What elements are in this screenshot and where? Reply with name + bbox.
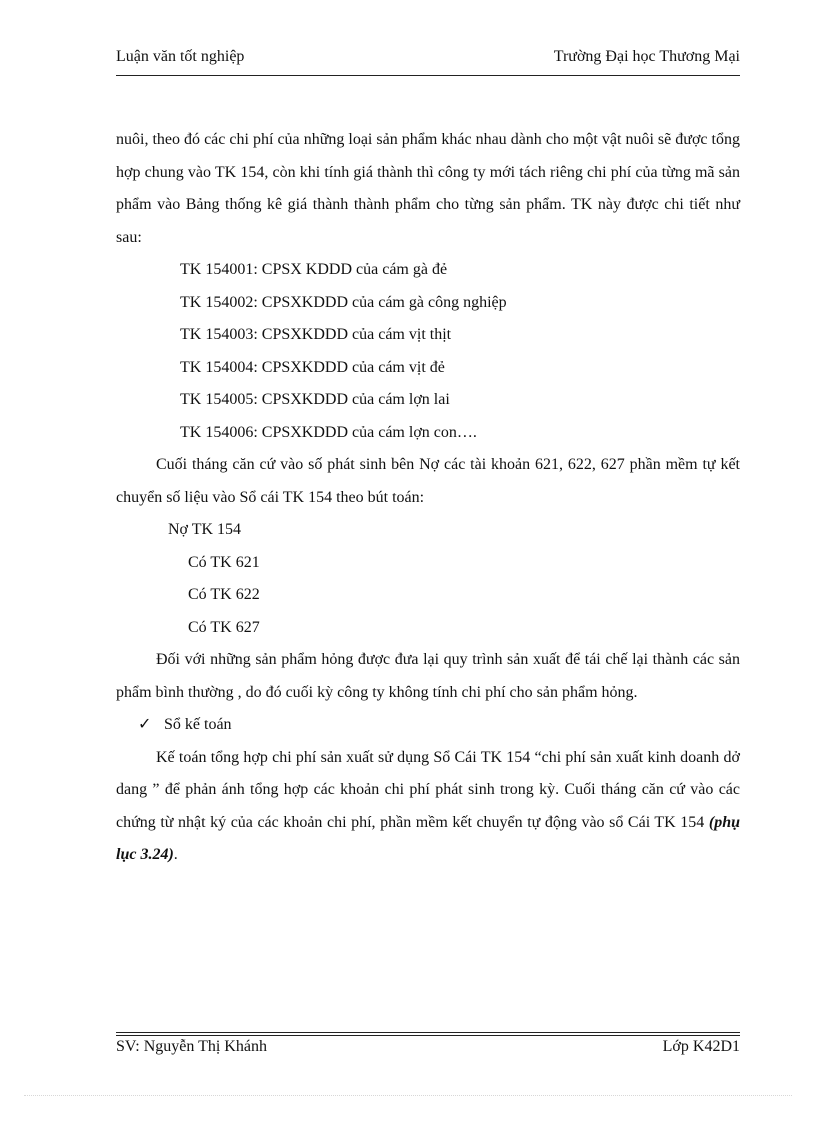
journal-entry-credit: Có TK 621 — [188, 553, 260, 571]
paragraph-month-end: Cuối tháng căn cứ vào số phát sinh bên Nợ các tài khoản 621, 622, 627 phần mềm tự kết chuyển số liệu vào Sổ cái TK 154 theo bút toán: — [116, 456, 740, 506]
header-university-name: Trường Đại học Thương Mại — [553, 48, 740, 65]
paragraph-ledger-text: Kế toán tổng hợp chi phí sản xuất sử dụng Sổ Cái TK 154 “chi phí sản xuất kinh doanh dở dang ” để phản ánh tổng hợp các khoản chi phí phát sinh trong kỳ. Cuối tháng căn cứ vào các chứng từ nhật ký của các khoản chi phí, phần mềm kết chuyển tự động vào sổ Cái TK 154 — [116, 748, 740, 831]
account-item: TK 154006: CPSXKDDD của cám lợn con…. — [180, 423, 477, 441]
footer-rule-bottom — [116, 1035, 740, 1036]
account-item: TK 154005: CPSXKDDD của cám lợn lai — [180, 391, 450, 408]
page-footer — [116, 1038, 740, 1062]
checkmark-icon: ✓ — [138, 716, 152, 733]
footer-rule-top — [116, 1032, 740, 1033]
account-item: TK 154002: CPSXKDDD của cám gà công nghiệp — [180, 293, 507, 311]
footer-student-name: SV: Nguyễn Thị Khánh — [116, 1038, 267, 1055]
section-title: Sổ kế toán — [164, 716, 232, 733]
page-header — [116, 48, 740, 72]
header-rule — [116, 75, 740, 76]
paragraph-ledger-end: . — [173, 846, 178, 863]
header-thesis-title: Luận văn tốt nghiệp — [116, 48, 245, 65]
journal-entry-credit: Có TK 622 — [188, 586, 260, 603]
account-item: TK 154001: CPSX KDDD của cám gà đẻ — [180, 261, 448, 278]
journal-entry-debit: Nợ TK 154 — [168, 521, 242, 538]
page-body — [116, 124, 740, 872]
account-item: TK 154004: CPSXKDDD của cám vịt đẻ — [180, 358, 445, 376]
section-heading — [116, 709, 740, 742]
appendix-reference: (phụ lục 3.24) — [116, 813, 741, 863]
paragraph-ledger — [116, 742, 740, 872]
paragraph-defective-products: Đối với những sản phẩm hỏng được đưa lại quy trình sản xuất để tái chế lại thành các sản phẩm bình thường , do đó cuối kỳ công ty không tính chi phí cho sản phẩm hỏng. — [116, 651, 740, 701]
page-edge-divider — [24, 1095, 792, 1096]
footer-class-code: Lớp K42D1 — [662, 1038, 740, 1055]
journal-entry-credit: Có TK 627 — [188, 618, 260, 636]
account-item: TK 154003: CPSXKDDD của cám vịt thịt — [180, 326, 452, 343]
paragraph-intro: nuôi, theo đó các chi phí của những loại sản phẩm khác nhau dành cho một vật nuôi sẽ được tổng hợp chung vào TK 154, còn khi tính giá thành thì công ty mới tách riêng chi phí của từng mã sản phẩm vào Bảng thống kê giá thành thành phẩm cho từng sản phẩm. TK này được chi tiết như sau: — [116, 131, 740, 246]
